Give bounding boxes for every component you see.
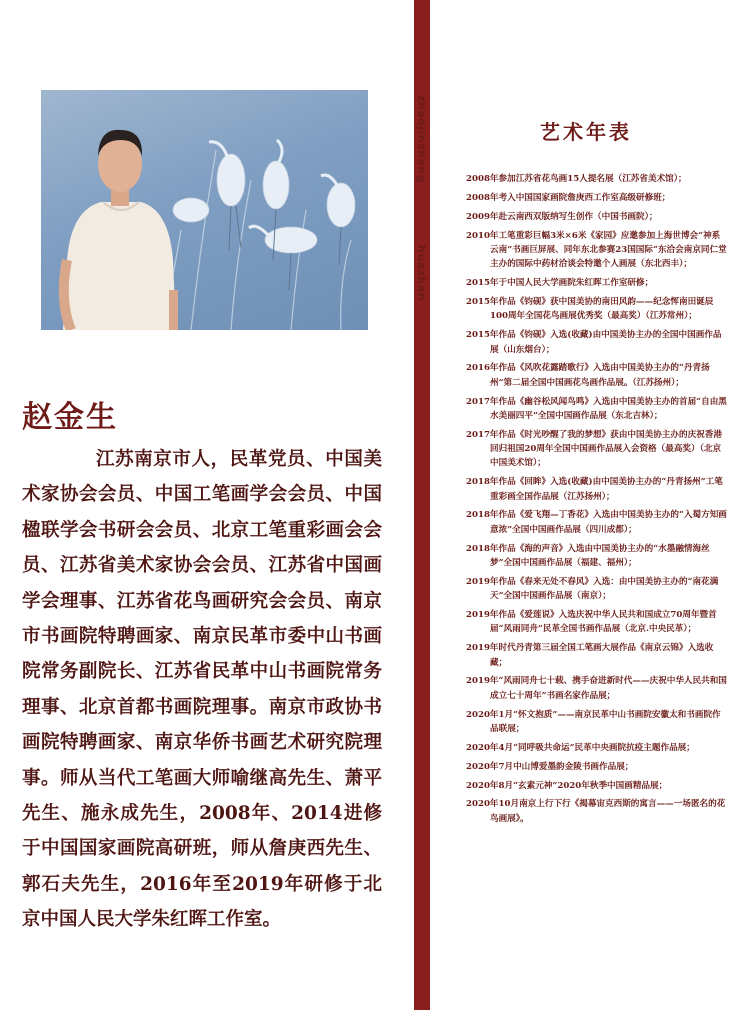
chronology-item: 2020年10月南京上行下行《揭幕宙克西斯的寓言——一场匿名的花鸟画展》。 [466, 799, 726, 824]
chronology-item: 2010年工笔重彩巨幅3米×6米《家园》应邀参加上海世博会“神系云南”书画巨屏展、同年东北参赛23国国际“东洽会南京同仁堂主办的国际中药材洽谈会特邀个人画展（东北西丰）； [466, 230, 727, 270]
chronology-item: 2019年“风雨同舟七十载、携手奋进新时代——庆祝中华人民共和国成立七十周年”书画名家作品展； [466, 676, 727, 701]
chronology-item: 2020年4月“同呼吸共命运”民革中央画院抗疫主题作品展； [466, 742, 695, 753]
chronology-item: 2015年于中国人民大学画院朱红晖工作室研修； [466, 278, 654, 289]
chronology-item: 2020年7月中山博爱墨韵金陵书画作品展； [466, 761, 634, 772]
vertical-label-top: zhaojinsheng [415, 95, 428, 184]
egret-painting-background [41, 90, 368, 330]
chronology-item: 2015年作品《钧砚》入选(收藏)由中国美协主办的全国中国画作品展（山东烟台）； [466, 330, 722, 355]
artist-bio: 江苏南京市人，民革党员、中国美术家协会会员、中国工笔画学会会员、中国楹联学会书研会会员、北京工笔重彩画会会员、江苏省美术家协会会员、江苏省中国画学会理事、江苏省花鸟画研究会会员、南京市书画院特聘画家、南京民革市委中山书画院常务副院长、江苏省民革中山书画院常务理事、北京首都书画院理事。南京市政协书画院特聘画家、南京华侨书画艺术研究院理事。师从当代工笔画大师喻继高先生、萧平先生、施永成先生，2008年、2014进修于中国国家画院高研班，师从詹庚西先生、郭石夫先生，2016年至2019年研修于北京中国人民大学朱红晖工作室。 [22, 449, 382, 931]
chronology-item: 2020年1月“怀文抱质”——南京民革中山书画院安徽太和书画院作品联展； [466, 709, 721, 734]
chronology-item: 2019年时代丹青第三届全国工笔画大展作品《南京云锦》入选收藏； [466, 643, 714, 668]
vertical-label-bottom: huazhan [415, 245, 428, 302]
chronology-item: 2017年作品《时光吵醒了我的梦想》获由中国美协主办的庆祝香港回归祖国20周年全国中国画作品展入会资格（最高奖）（北京中国美术馆）； [466, 429, 722, 469]
artist-figure [63, 130, 178, 330]
artist-name: 赵金生 [22, 400, 118, 435]
chronology-item: 2016年作品《风吹花露踏歌行》入选由中国美协主办的“丹青扬州”第二届全国中国画花鸟画作品展。（江苏扬州）； [466, 363, 710, 388]
artist-photo [41, 90, 368, 330]
chronology-item: 2009年赴云南西双版纳写生创作（中国书画院）； [466, 211, 658, 222]
chronology-item: 2018年作品《爱飞翔—丁香花》入选由中国美协主办的“入蜀方知画意浓”全国中国画作品展（四川成都）； [466, 510, 727, 535]
chronology-item: 2018年作品《海的声音》入选由中国美协主办的“水墨融情海丝梦”全国中国画作品展（福建、福州）； [466, 543, 710, 568]
chronology-list [466, 172, 728, 831]
chronology-item: 2008年考入中国国家画院詹庚西工作室高级研修班； [466, 192, 671, 203]
chronology-item: 2020年8月“玄素元神”2020年秋季中国画精品展； [466, 780, 668, 791]
chronology-item: 2019年作品《春来无处不春风》入选：由中国美协主办的“南花满天”全国中国画作品展（南京）； [466, 576, 719, 602]
chronology-item: 2008年参加江苏省花鸟画15人提名展（江苏省美术馆）； [466, 174, 687, 184]
chronology-item: 2019年作品《爱莲说》入选庆祝中华人民共和国成立70周年暨首届“风雨同舟”民革全国书画作品展（北京.中央民革）； [466, 610, 717, 635]
chronology-title: 艺术年表 [540, 120, 632, 144]
chronology-item: 2018年作品《回眸》入选(收藏)由中国美协主办的“丹青扬州”工笔重彩画全国作品展（江苏扬州）； [466, 477, 723, 502]
chronology-item: 2015年作品《钧砚》获中国美协的南田风韵——纪念恽南田诞辰100周年全国花鸟画展优秀奖（最高奖）（江苏常州）； [466, 297, 714, 322]
chronology-item: 2017年作品《幽谷松风闻鸟鸣》入选由中国美协主办的首届“自由黑水美丽四平”全国中国画作品展（东北吉林）； [466, 396, 727, 421]
